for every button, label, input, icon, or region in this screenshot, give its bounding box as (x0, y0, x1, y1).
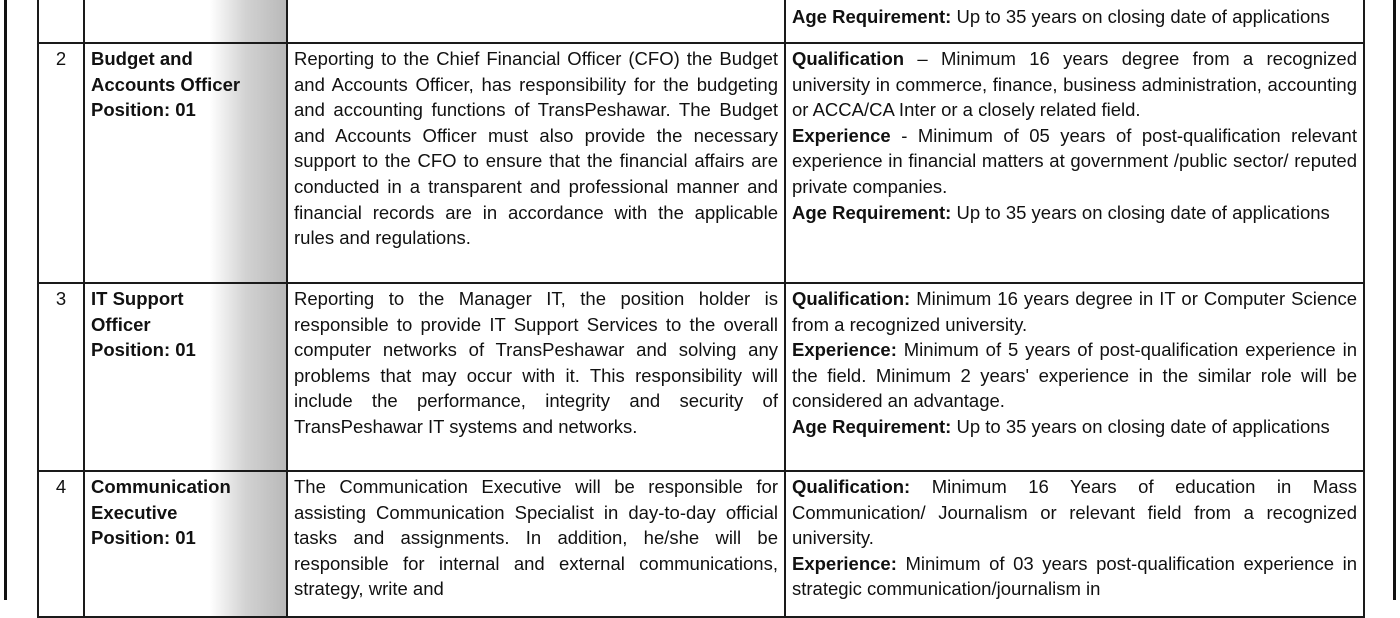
requirements-cell (785, 471, 1364, 617)
position-cell (84, 283, 287, 471)
requirement-label: Age Requirement: (792, 415, 952, 437)
table-row (38, 471, 1364, 617)
position-title-line: Executive (91, 501, 178, 523)
requirement-label: Qualification (792, 48, 905, 69)
requirement-text: Minimum 16 Years of education in Mass Communication/ Journalism or relevant field from a recognized university. (792, 476, 1357, 549)
requirement-text: Minimum of 03 years post-qualification experience in strategic communication/journalism in (792, 552, 1357, 600)
position-title-line: Officer (91, 313, 151, 335)
position-title-line: Budget and (91, 48, 193, 69)
row-number: 2 (38, 43, 84, 283)
requirement-text: Up to 35 years on closing date of applications (951, 415, 1330, 437)
position-count: Position: 01 (91, 339, 196, 361)
position-count: Position: 01 (91, 527, 196, 549)
experience-requirement (792, 551, 1357, 602)
job-description: Reporting to the Manager IT, the position holder is responsible to provide IT Support Services to the overall computer networks of TransPeshawar and solving any problems that may occur with it. This responsibility will include the performance, integrity and security of TransPeshawar IT systems and networks. (287, 283, 785, 471)
table-row (38, 0, 1364, 43)
requirement-label: Experience (792, 124, 891, 146)
position-cell (84, 43, 287, 283)
requirement-label: Age Requirement: (792, 6, 952, 27)
row-number: 3 (38, 283, 84, 471)
qualification-requirement (792, 46, 1357, 123)
row-number: 4 (38, 471, 84, 617)
job-description (287, 0, 785, 43)
requirement-text: Minimum of 5 years of post-qualification experience in the field. Minimum 2 years' experience in the similar role will be considered an advantage. (792, 339, 1357, 412)
requirement-label: Qualification: (792, 476, 911, 497)
position-title-line: Communication (91, 476, 231, 497)
experience-requirement (792, 123, 1357, 200)
page-border-right (1393, 0, 1396, 600)
position-cell (84, 0, 287, 43)
qualification-requirement (792, 474, 1357, 551)
position-title-line: IT Support (91, 288, 184, 309)
row-number (38, 0, 84, 43)
position-count: Position: 01 (91, 99, 196, 121)
requirements-cell (785, 43, 1364, 283)
requirement-text: Up to 35 years on closing date of applications (951, 201, 1330, 223)
requirement-text: - Minimum of 05 years of post-qualification relevant experience in financial matters at government /public sector/ reputed private companies. (792, 124, 1357, 197)
requirement-label: Experience: (792, 339, 897, 361)
requirement-text: Minimum 16 years degree in IT or Computer Science from a recognized university. (792, 288, 1357, 335)
requirement-label: Experience: (792, 552, 897, 574)
requirements-cell (785, 0, 1364, 43)
age-requirement (792, 0, 1357, 30)
position-title-line: Accounts Officer (91, 73, 241, 95)
table-row (38, 43, 1364, 283)
positions-table (37, 0, 1365, 618)
job-description: Reporting to the Chief Financial Officer (CFO) the Budget and Accounts Officer, has responsibility for the budgeting and accounting functions of TransPeshawar. The Budget and Accounts Officer must also provide the necessary support to the CFO to ensure that the financial affairs are conducted in a transparent and professional manner and financial records are in accordance with the applicable rules and regulations. (287, 43, 785, 283)
requirement-label: Qualification: (792, 288, 911, 309)
table-row (38, 283, 1364, 471)
qualification-requirement (792, 286, 1357, 337)
job-description: The Communication Executive will be responsible for assisting Communication Specialist in day-to-day official tasks and assignments. In addition, he/she will be responsible for internal and external communications, strategy, write and (287, 471, 785, 617)
requirement-text: – Minimum 16 years degree from a recognized university in commerce, finance, business administration, accounting or ACCA/CA Inter or a closely related field. (792, 48, 1357, 121)
requirement-label: Age Requirement: (792, 201, 952, 223)
requirement-text: Up to 35 years on closing date of applications (951, 6, 1330, 27)
experience-requirement (792, 337, 1357, 414)
position-cell (84, 471, 287, 617)
age-requirement (792, 200, 1357, 226)
requirements-cell (785, 283, 1364, 471)
age-requirement (792, 414, 1357, 440)
page-border-left (4, 0, 7, 600)
